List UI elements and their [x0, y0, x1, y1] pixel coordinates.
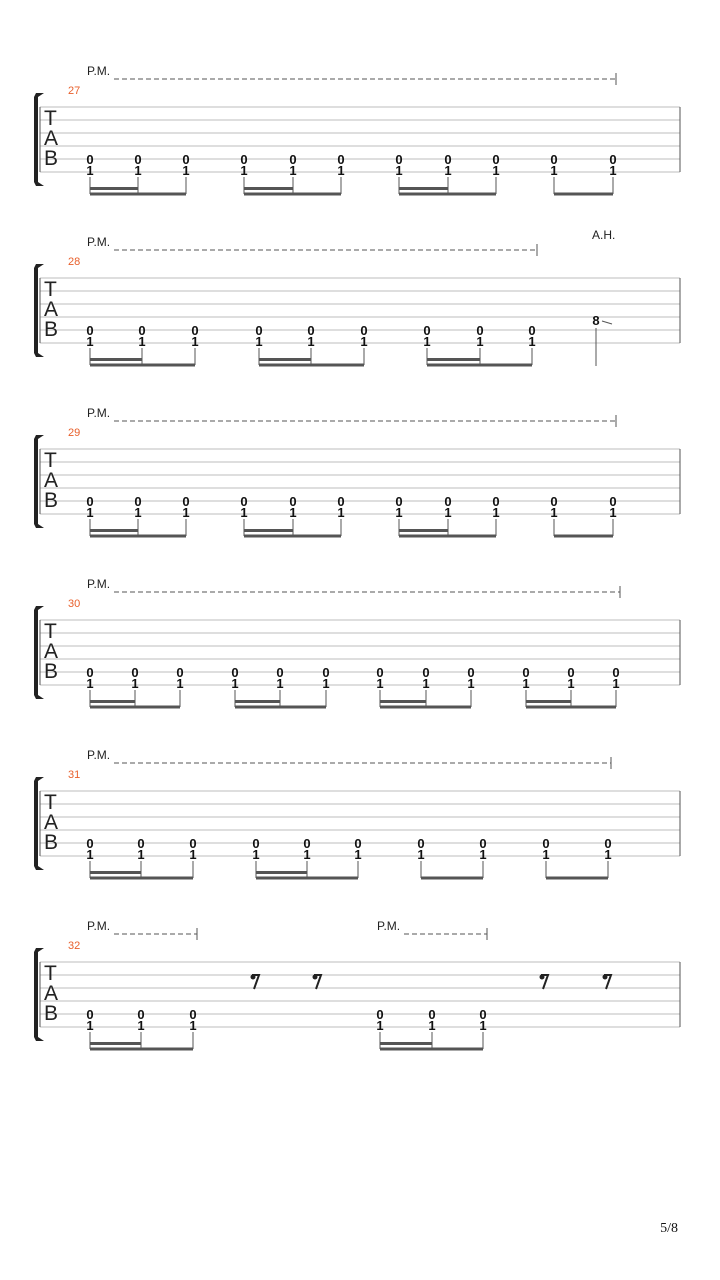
fret-number: 1 — [376, 676, 384, 691]
fret-number: 1 — [86, 1018, 94, 1033]
palm-mute-label: P.M. — [87, 919, 111, 933]
fret-number: 1 — [182, 505, 190, 520]
tab-clef-letter: B — [44, 660, 59, 683]
fret-number: 0 — [337, 152, 345, 167]
fret-number: 1 — [467, 676, 475, 691]
fret-number: 1 — [492, 163, 500, 178]
harmonic-slide — [602, 321, 612, 324]
fret-number: 0 — [86, 323, 94, 338]
fret-number: 1 — [138, 334, 146, 349]
tab-clef-letter: A — [44, 640, 59, 663]
fret-number: 0 — [303, 836, 311, 851]
measure-number: 32 — [68, 940, 81, 952]
fret-number: 1 — [354, 847, 362, 862]
fret-number: 0 — [479, 1007, 487, 1022]
tab-clef-letter: T — [44, 107, 57, 130]
fret-number: 0 — [528, 323, 536, 338]
tab-clef-letter: A — [44, 982, 59, 1005]
fret-number: 1 — [479, 1018, 487, 1033]
beam — [399, 535, 496, 538]
fret-number: 1 — [189, 847, 197, 862]
fret-number: 0 — [492, 494, 500, 509]
fret-number: 0 — [550, 494, 558, 509]
fret-number: 1 — [428, 1018, 436, 1033]
eighth-rest-icon — [603, 975, 612, 990]
fret-number: 1 — [131, 676, 139, 691]
fret-number: 0 — [604, 836, 612, 851]
fret-number: 1 — [612, 676, 620, 691]
tab-clef-letter: B — [44, 318, 59, 341]
beam-secondary — [90, 358, 142, 361]
fret-number: 1 — [376, 1018, 384, 1033]
beam — [427, 364, 532, 367]
tab-system — [34, 228, 680, 367]
fret-number: 1 — [360, 334, 368, 349]
measure-number: 29 — [68, 427, 81, 439]
beam — [244, 193, 341, 196]
fret-number: 0 — [138, 323, 146, 338]
beam — [554, 193, 613, 196]
fret-number: 1 — [479, 847, 487, 862]
fret-number: 1 — [240, 505, 248, 520]
fret-number: 0 — [395, 494, 403, 509]
fret-number: 0 — [289, 494, 297, 509]
fret-number: 0 — [444, 152, 452, 167]
fret-number: 0 — [86, 494, 94, 509]
fret-number: 0 — [417, 836, 425, 851]
beam — [380, 1048, 483, 1051]
fret-number: 1 — [395, 163, 403, 178]
fret-number: 1 — [137, 1018, 145, 1033]
beam-secondary — [90, 700, 135, 703]
fret-number: 1 — [189, 1018, 197, 1033]
beam — [90, 193, 186, 196]
tab-clef-letter: T — [44, 791, 57, 814]
palm-mute-label: P.M. — [87, 577, 111, 591]
fret-number: 0 — [395, 152, 403, 167]
beam-secondary — [235, 700, 280, 703]
fret-number: 1 — [289, 163, 297, 178]
fret-number: 0 — [276, 665, 284, 680]
tab-system — [34, 64, 680, 196]
fret-number: 0 — [567, 665, 575, 680]
fret-number: 1 — [86, 676, 94, 691]
eighth-rest-icon — [251, 975, 260, 990]
beam — [380, 706, 471, 709]
fret-number: 1 — [609, 505, 617, 520]
fret-number: 0 — [240, 152, 248, 167]
fret-number: 1 — [422, 676, 430, 691]
measure-number: 27 — [68, 85, 81, 97]
fret-number: 1 — [86, 505, 94, 520]
tab-clef-letter: T — [44, 962, 57, 985]
fret-number: 1 — [176, 676, 184, 691]
fret-number: 1 — [289, 505, 297, 520]
beam — [421, 877, 483, 880]
fret-number: 1 — [542, 847, 550, 862]
fret-number: 0 — [542, 836, 550, 851]
fret-number: 1 — [444, 505, 452, 520]
fret-number: 0 — [137, 836, 145, 851]
beam-secondary — [90, 187, 138, 190]
fret-number: 1 — [231, 676, 239, 691]
tab-clef-letter: B — [44, 489, 59, 512]
fret-number: 0 — [86, 665, 94, 680]
beam-secondary — [380, 1042, 432, 1045]
palm-mute-label: P.M. — [377, 919, 401, 933]
beam-secondary — [244, 529, 293, 532]
beam — [256, 877, 358, 880]
page-number: 5/8 — [660, 1221, 678, 1236]
beam — [90, 877, 193, 880]
fret-number: 0 — [307, 323, 315, 338]
tab-system — [34, 406, 680, 538]
artificial-harmonic-label: A.H. — [592, 228, 616, 242]
fret-number: 0 — [189, 1007, 197, 1022]
beam — [90, 706, 180, 709]
fret-number: 1 — [444, 163, 452, 178]
fret-number: 0 — [191, 323, 199, 338]
fret-number: 1 — [550, 505, 558, 520]
tab-clef-letter: T — [44, 278, 57, 301]
beam — [244, 535, 341, 538]
measure-number: 31 — [68, 769, 81, 781]
eighth-rest-icon — [540, 975, 549, 990]
fret-number: 0 — [423, 323, 431, 338]
beam — [90, 535, 186, 538]
beam-secondary — [90, 1042, 141, 1045]
measure-number: 28 — [68, 256, 81, 268]
fret-number: 1 — [528, 334, 536, 349]
beam-secondary — [380, 700, 426, 703]
measure-number: 30 — [68, 598, 81, 610]
fret-number: 0 — [189, 836, 197, 851]
fret-number: 1 — [417, 847, 425, 862]
tab-clef-letter: B — [44, 147, 59, 170]
fret-number: 0 — [376, 665, 384, 680]
fret-number: 0 — [354, 836, 362, 851]
beam-secondary — [90, 529, 138, 532]
fret-number: 1 — [134, 163, 142, 178]
fret-number: 1 — [255, 334, 263, 349]
beam — [399, 193, 496, 196]
fret-number: 1 — [137, 847, 145, 862]
beam-secondary — [427, 358, 480, 361]
beam-secondary — [399, 529, 448, 532]
fret-number: 0 — [240, 494, 248, 509]
tab-system — [34, 919, 680, 1051]
fret-number: 0 — [255, 323, 263, 338]
fret-number: 0 — [86, 1007, 94, 1022]
beam — [546, 877, 608, 880]
tab-clef-letter: B — [44, 831, 59, 854]
fret-number: 0 — [444, 494, 452, 509]
tab-clef-letter: A — [44, 811, 59, 834]
fret-number: 1 — [550, 163, 558, 178]
beam-secondary — [259, 358, 311, 361]
fret-number: 0 — [612, 665, 620, 680]
tab-clef-letter: T — [44, 620, 57, 643]
tab-system — [34, 577, 680, 709]
fret-number: 0 — [360, 323, 368, 338]
fret-number: 1 — [337, 505, 345, 520]
fret-number: 1 — [522, 676, 530, 691]
fret-number: 0 — [182, 494, 190, 509]
palm-mute-label: P.M. — [87, 748, 111, 762]
fret-number: 1 — [86, 847, 94, 862]
fret-number: 1 — [492, 505, 500, 520]
fret-number: 0 — [376, 1007, 384, 1022]
fret-number: 1 — [395, 505, 403, 520]
fret-number: 0 — [134, 494, 142, 509]
beam — [259, 364, 364, 367]
fret-number: 1 — [303, 847, 311, 862]
beam — [90, 364, 195, 367]
fret-number: 1 — [476, 334, 484, 349]
fret-number: 1 — [307, 334, 315, 349]
tab-clef-letter: A — [44, 298, 59, 321]
fret-number: 1 — [86, 334, 94, 349]
eighth-rest-icon — [313, 975, 322, 990]
beam-secondary — [526, 700, 571, 703]
beam-secondary — [399, 187, 448, 190]
fret-number: 1 — [337, 163, 345, 178]
fret-number: 0 — [422, 665, 430, 680]
fret-number: 0 — [176, 665, 184, 680]
palm-mute-label: P.M. — [87, 64, 111, 78]
fret-number: 1 — [423, 334, 431, 349]
fret-number: 0 — [182, 152, 190, 167]
fret-number: 0 — [131, 665, 139, 680]
harmonic-fret-number: 8 — [592, 313, 600, 328]
fret-number: 1 — [609, 163, 617, 178]
fret-number: 0 — [479, 836, 487, 851]
fret-number: 1 — [252, 847, 260, 862]
fret-number: 0 — [231, 665, 239, 680]
fret-number: 1 — [134, 505, 142, 520]
fret-number: 1 — [240, 163, 248, 178]
fret-number: 0 — [550, 152, 558, 167]
fret-number: 1 — [182, 163, 190, 178]
tab-system — [34, 748, 680, 880]
fret-number: 1 — [276, 676, 284, 691]
beam — [90, 1048, 193, 1051]
fret-number: 0 — [467, 665, 475, 680]
fret-number: 0 — [252, 836, 260, 851]
fret-number: 0 — [86, 836, 94, 851]
beam — [554, 535, 613, 538]
fret-number: 1 — [567, 676, 575, 691]
palm-mute-label: P.M. — [87, 406, 111, 420]
fret-number: 0 — [86, 152, 94, 167]
tab-clef-letter: T — [44, 449, 57, 472]
fret-number: 0 — [609, 152, 617, 167]
palm-mute-label: P.M. — [87, 235, 111, 249]
fret-number: 0 — [492, 152, 500, 167]
fret-number: 0 — [522, 665, 530, 680]
fret-number: 0 — [322, 665, 330, 680]
beam-secondary — [244, 187, 293, 190]
fret-number: 1 — [86, 163, 94, 178]
fret-number: 1 — [191, 334, 199, 349]
fret-number: 1 — [604, 847, 612, 862]
fret-number: 0 — [476, 323, 484, 338]
tab-clef-letter: A — [44, 127, 59, 150]
fret-number: 0 — [137, 1007, 145, 1022]
beam-secondary — [256, 871, 307, 874]
tab-clef-letter: B — [44, 1002, 59, 1025]
fret-number: 0 — [337, 494, 345, 509]
fret-number: 0 — [609, 494, 617, 509]
tab-clef-letter: A — [44, 469, 59, 492]
fret-number: 1 — [322, 676, 330, 691]
fret-number: 0 — [428, 1007, 436, 1022]
beam — [526, 706, 616, 709]
beam-secondary — [90, 871, 141, 874]
fret-number: 0 — [289, 152, 297, 167]
beam — [235, 706, 326, 709]
fret-number: 0 — [134, 152, 142, 167]
